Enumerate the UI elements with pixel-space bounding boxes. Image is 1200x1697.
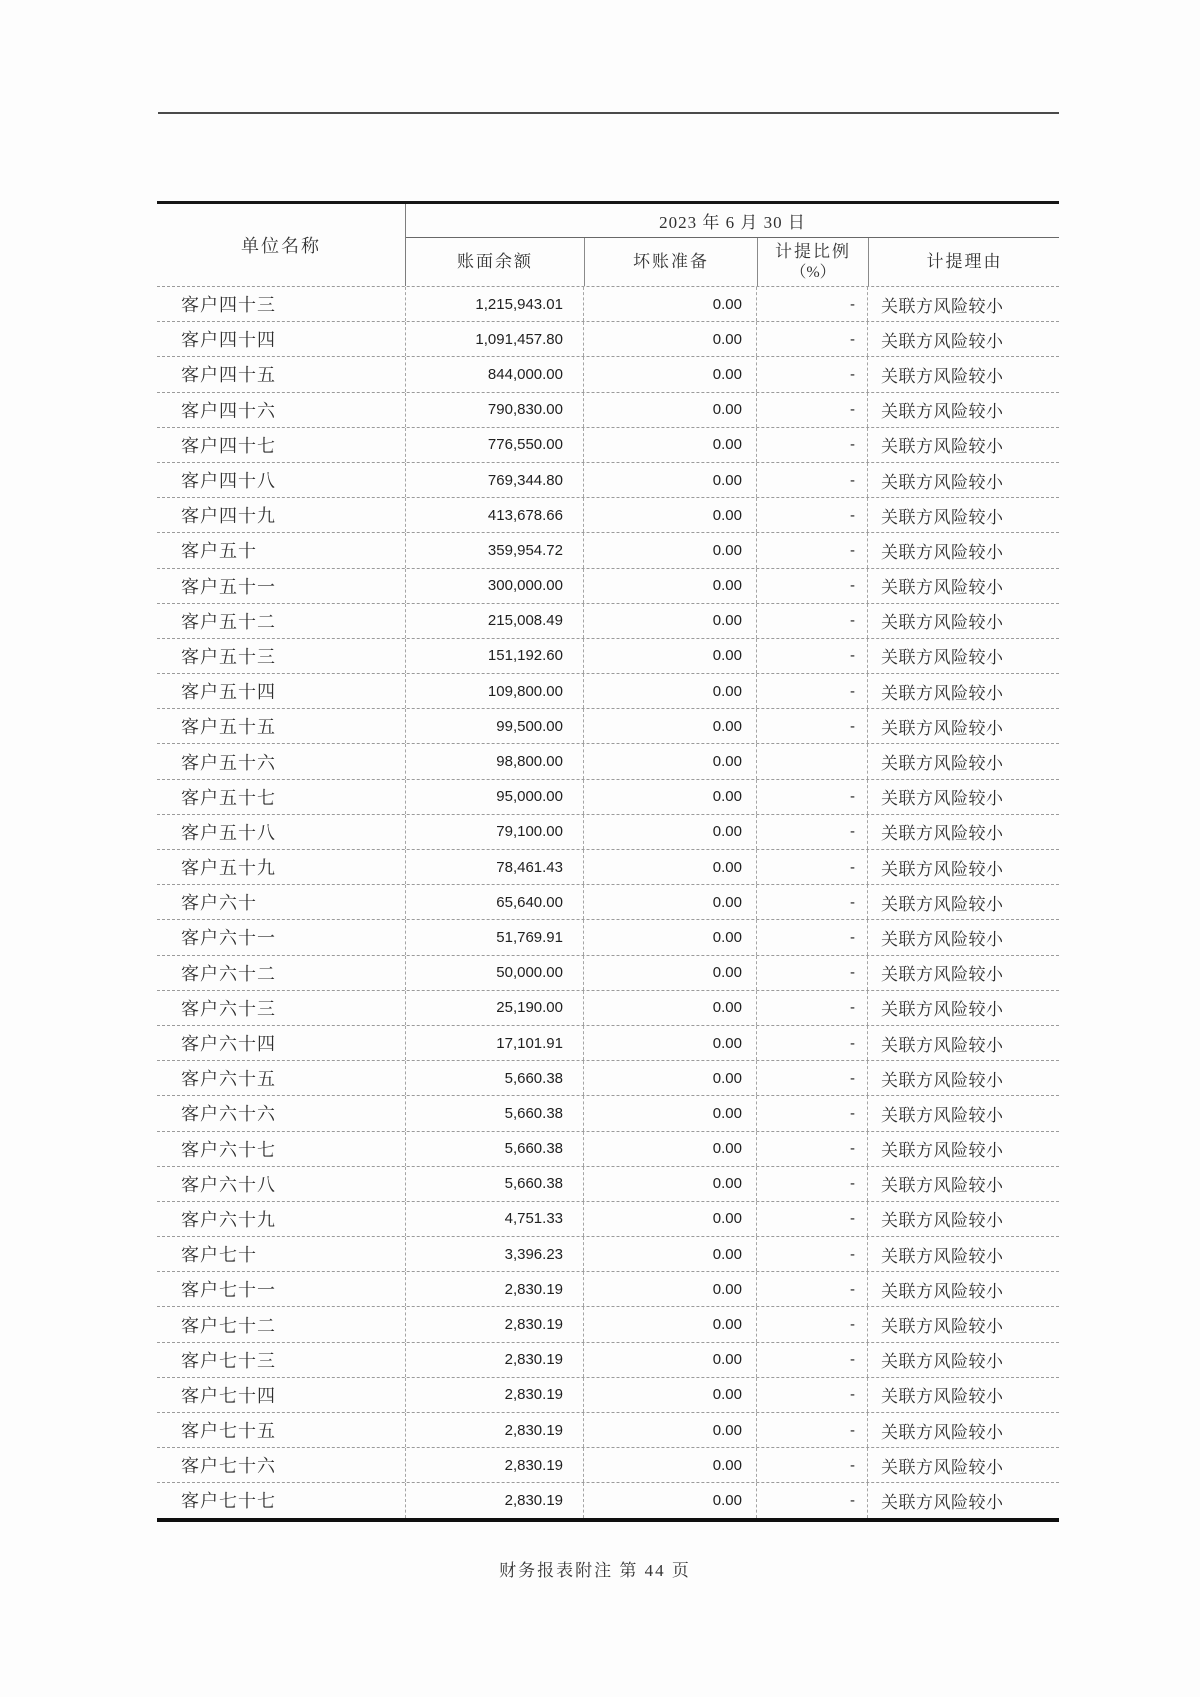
unit-name-cell: 客户五十六 bbox=[181, 752, 276, 773]
table-row bbox=[157, 286, 1059, 321]
bad-debt-cell: 0.00 bbox=[583, 287, 756, 321]
bad-debt-cell: 0.00 bbox=[583, 1378, 756, 1412]
ratio-cell: - bbox=[756, 1413, 867, 1447]
balance-cell: 215,008.49 bbox=[405, 604, 583, 638]
table-row bbox=[157, 1412, 1059, 1447]
table-row bbox=[157, 568, 1059, 603]
balance-cell: 5,660.38 bbox=[405, 1167, 583, 1201]
ratio-cell: - bbox=[756, 1307, 867, 1341]
ratio-cell: - bbox=[756, 1167, 867, 1201]
balance-cell: 4,751.33 bbox=[405, 1202, 583, 1236]
ratio-cell: - bbox=[756, 991, 867, 1025]
balance-cell: 25,190.00 bbox=[405, 991, 583, 1025]
table-row bbox=[157, 708, 1059, 743]
balance-cell: 790,830.00 bbox=[405, 393, 583, 427]
column-header-ratio-line1: 计提比例 bbox=[775, 242, 851, 262]
table-row bbox=[157, 1342, 1059, 1377]
ratio-cell: - bbox=[756, 1096, 867, 1130]
bad-debt-cell: 0.00 bbox=[583, 1307, 756, 1341]
balance-cell: 769,344.80 bbox=[405, 463, 583, 497]
column-header-unit-name: 单位名称 bbox=[241, 236, 321, 256]
unit-name-cell: 客户六十五 bbox=[181, 1069, 276, 1090]
ratio-cell: - bbox=[756, 463, 867, 497]
unit-name-cell: 客户五十 bbox=[181, 541, 257, 562]
bad-debt-cell: 0.00 bbox=[583, 1061, 756, 1095]
unit-name-cell: 客户六十七 bbox=[181, 1139, 276, 1160]
table-row bbox=[157, 990, 1059, 1025]
ratio-cell: - bbox=[756, 498, 867, 532]
table-row bbox=[157, 392, 1059, 427]
reason-cell: 关联方风险较小 bbox=[867, 1343, 1059, 1377]
balance-cell: 99,500.00 bbox=[405, 709, 583, 743]
reason-cell: 关联方风险较小 bbox=[867, 533, 1059, 567]
balance-cell: 2,830.19 bbox=[405, 1483, 583, 1517]
balance-cell: 95,000.00 bbox=[405, 780, 583, 814]
unit-name-cell: 客户七十二 bbox=[181, 1315, 276, 1336]
reason-cell: 关联方风险较小 bbox=[867, 639, 1059, 673]
reason-cell: 关联方风险较小 bbox=[867, 1448, 1059, 1482]
bad-debt-cell: 0.00 bbox=[583, 569, 756, 603]
balance-cell: 17,101.91 bbox=[405, 1026, 583, 1060]
balance-cell: 151,192.60 bbox=[405, 639, 583, 673]
bad-debt-cell: 0.00 bbox=[583, 1483, 756, 1517]
ratio-cell: - bbox=[756, 1483, 867, 1517]
column-group-header-date: 2023 年 6 月 30 日 bbox=[406, 204, 1059, 238]
balance-cell: 1,215,943.01 bbox=[405, 287, 583, 321]
table-row bbox=[157, 321, 1059, 356]
balance-cell: 109,800.00 bbox=[405, 674, 583, 708]
table-row bbox=[157, 919, 1059, 954]
reason-cell: 关联方风险较小 bbox=[867, 1413, 1059, 1447]
unit-name-cell: 客户四十八 bbox=[181, 471, 276, 492]
unit-name-cell: 客户五十二 bbox=[181, 611, 276, 632]
balance-cell: 2,830.19 bbox=[405, 1343, 583, 1377]
ratio-cell: - bbox=[756, 1061, 867, 1095]
reason-cell: 关联方风险较小 bbox=[867, 1061, 1059, 1095]
reason-cell: 关联方风险较小 bbox=[867, 357, 1059, 391]
balance-cell: 3,396.23 bbox=[405, 1237, 583, 1271]
table-row bbox=[157, 884, 1059, 919]
reason-cell: 关联方风险较小 bbox=[867, 1202, 1059, 1236]
bad-debt-cell: 0.00 bbox=[583, 428, 756, 462]
ratio-cell: - bbox=[756, 1378, 867, 1412]
bad-debt-cell: 0.00 bbox=[583, 1202, 756, 1236]
table-row bbox=[157, 497, 1059, 532]
ratio-cell: - bbox=[756, 815, 867, 849]
reason-cell: 关联方风险较小 bbox=[867, 428, 1059, 462]
reason-cell: 关联方风险较小 bbox=[867, 1026, 1059, 1060]
ratio-cell: - bbox=[756, 1202, 867, 1236]
balance-cell: 50,000.00 bbox=[405, 956, 583, 990]
table-row bbox=[157, 849, 1059, 884]
table-row bbox=[157, 955, 1059, 990]
bad-debt-cell: 0.00 bbox=[583, 1026, 756, 1060]
bad-debt-cell: 0.00 bbox=[583, 815, 756, 849]
unit-name-cell: 客户五十五 bbox=[181, 717, 276, 738]
unit-name-cell: 客户七十七 bbox=[181, 1491, 276, 1512]
bad-debt-cell: 0.00 bbox=[583, 744, 756, 778]
bad-debt-cell: 0.00 bbox=[583, 357, 756, 391]
ratio-cell: - bbox=[756, 709, 867, 743]
balance-cell: 98,800.00 bbox=[405, 744, 583, 778]
reason-cell: 关联方风险较小 bbox=[867, 1237, 1059, 1271]
ratio-cell: - bbox=[756, 674, 867, 708]
bad-debt-cell: 0.00 bbox=[583, 533, 756, 567]
column-header-bad-debt: 坏账准备 bbox=[584, 238, 757, 286]
table-row bbox=[157, 1447, 1059, 1482]
ratio-cell: - bbox=[756, 956, 867, 990]
ratio-cell: - bbox=[756, 639, 867, 673]
ratio-cell: - bbox=[756, 287, 867, 321]
ratio-cell: - bbox=[756, 1132, 867, 1166]
unit-name-cell: 客户六十四 bbox=[181, 1034, 276, 1055]
reason-cell: 关联方风险较小 bbox=[867, 463, 1059, 497]
reason-cell: 关联方风险较小 bbox=[867, 604, 1059, 638]
table-row bbox=[157, 1377, 1059, 1412]
bad-debt-cell: 0.00 bbox=[583, 1343, 756, 1377]
bad-debt-cell: 0.00 bbox=[583, 780, 756, 814]
reason-cell: 关联方风险较小 bbox=[867, 1132, 1059, 1166]
unit-name-cell: 客户七十四 bbox=[181, 1385, 276, 1406]
unit-name-cell: 客户五十四 bbox=[181, 682, 276, 703]
unit-name-cell: 客户五十九 bbox=[181, 858, 276, 879]
unit-name-cell: 客户七十六 bbox=[181, 1456, 276, 1477]
reason-cell: 关联方风险较小 bbox=[867, 1483, 1059, 1517]
unit-name-cell: 客户四十九 bbox=[181, 506, 276, 527]
table-row bbox=[157, 1482, 1059, 1517]
balance-cell: 5,660.38 bbox=[405, 1132, 583, 1166]
table-row bbox=[157, 532, 1059, 567]
table-row bbox=[157, 1166, 1059, 1201]
unit-name-cell: 客户七十三 bbox=[181, 1350, 276, 1371]
balance-cell: 2,830.19 bbox=[405, 1272, 583, 1306]
bad-debt-cell: 0.00 bbox=[583, 1132, 756, 1166]
table-row bbox=[157, 1236, 1059, 1271]
reason-cell: 关联方风险较小 bbox=[867, 850, 1059, 884]
reason-cell: 关联方风险较小 bbox=[867, 322, 1059, 356]
bad-debt-cell: 0.00 bbox=[583, 639, 756, 673]
unit-name-cell: 客户七十 bbox=[181, 1245, 257, 1266]
table-row bbox=[157, 356, 1059, 391]
ratio-cell: - bbox=[756, 1343, 867, 1377]
table-subheader-row bbox=[406, 238, 1059, 286]
bad-debt-cell: 0.00 bbox=[583, 393, 756, 427]
table-row bbox=[157, 603, 1059, 638]
table-header bbox=[157, 204, 1059, 286]
unit-name-cell: 客户四十四 bbox=[181, 330, 276, 351]
reason-cell: 关联方风险较小 bbox=[867, 991, 1059, 1025]
bad-debt-cell: 0.00 bbox=[583, 1096, 756, 1130]
column-header-reason: 计提理由 bbox=[868, 238, 1060, 286]
balance-cell: 78,461.43 bbox=[405, 850, 583, 884]
reason-cell: 关联方风险较小 bbox=[867, 674, 1059, 708]
page-header-rule bbox=[158, 112, 1059, 114]
ratio-cell: - bbox=[756, 322, 867, 356]
unit-name-cell: 客户五十一 bbox=[181, 576, 276, 597]
balance-cell: 2,830.19 bbox=[405, 1448, 583, 1482]
reason-cell: 关联方风险较小 bbox=[867, 709, 1059, 743]
bad-debt-cell: 0.00 bbox=[583, 956, 756, 990]
balance-cell: 844,000.00 bbox=[405, 357, 583, 391]
unit-name-cell: 客户六十八 bbox=[181, 1174, 276, 1195]
unit-name-cell: 客户四十三 bbox=[181, 295, 276, 316]
ratio-cell: - bbox=[756, 1448, 867, 1482]
ratio-cell: - bbox=[756, 393, 867, 427]
reason-cell: 关联方风险较小 bbox=[867, 1167, 1059, 1201]
table-row bbox=[157, 638, 1059, 673]
ratio-cell: - bbox=[756, 604, 867, 638]
bad-debt-cell: 0.00 bbox=[583, 1272, 756, 1306]
table-row bbox=[157, 1201, 1059, 1236]
unit-name-cell: 客户五十八 bbox=[181, 822, 276, 843]
reason-cell: 关联方风险较小 bbox=[867, 1272, 1059, 1306]
table-row bbox=[157, 1025, 1059, 1060]
table-row bbox=[157, 1131, 1059, 1166]
bad-debt-cell: 0.00 bbox=[583, 885, 756, 919]
unit-name-cell: 客户五十三 bbox=[181, 646, 276, 667]
table-body bbox=[157, 286, 1059, 1518]
bad-debt-cell: 0.00 bbox=[583, 850, 756, 884]
bad-debt-cell: 0.00 bbox=[583, 463, 756, 497]
balance-cell: 65,640.00 bbox=[405, 885, 583, 919]
ratio-cell: - bbox=[756, 357, 867, 391]
ratio-cell: - bbox=[756, 885, 867, 919]
balance-cell: 2,830.19 bbox=[405, 1378, 583, 1412]
bad-debt-cell: 0.00 bbox=[583, 498, 756, 532]
table-row bbox=[157, 743, 1059, 778]
reason-cell: 关联方风险较小 bbox=[867, 1378, 1059, 1412]
bad-debt-cell: 0.00 bbox=[583, 709, 756, 743]
unit-name-cell: 客户六十六 bbox=[181, 1104, 276, 1125]
table-row bbox=[157, 673, 1059, 708]
table-row bbox=[157, 814, 1059, 849]
reason-cell: 关联方风险较小 bbox=[867, 780, 1059, 814]
unit-name-cell: 客户六十三 bbox=[181, 998, 276, 1019]
column-header-balance: 账面余额 bbox=[457, 252, 533, 272]
table-row bbox=[157, 1095, 1059, 1130]
ratio-cell: - bbox=[756, 533, 867, 567]
balance-cell: 300,000.00 bbox=[405, 569, 583, 603]
balance-cell: 79,100.00 bbox=[405, 815, 583, 849]
ratio-cell: - bbox=[756, 1237, 867, 1271]
reason-cell: 关联方风险较小 bbox=[867, 920, 1059, 954]
reason-cell: 关联方风险较小 bbox=[867, 885, 1059, 919]
ratio-cell bbox=[756, 744, 867, 778]
unit-name-cell: 客户六十一 bbox=[181, 928, 276, 949]
unit-name-cell: 客户四十七 bbox=[181, 435, 276, 456]
table-row bbox=[157, 779, 1059, 814]
balance-cell: 413,678.66 bbox=[405, 498, 583, 532]
balance-cell: 2,830.19 bbox=[405, 1413, 583, 1447]
bad-debt-cell: 0.00 bbox=[583, 604, 756, 638]
unit-name-cell: 客户五十七 bbox=[181, 787, 276, 808]
reason-cell: 关联方风险较小 bbox=[867, 393, 1059, 427]
table-row bbox=[157, 462, 1059, 497]
unit-name-cell: 客户六十二 bbox=[181, 963, 276, 984]
bad-debt-cell: 0.00 bbox=[583, 1413, 756, 1447]
ratio-cell: - bbox=[756, 780, 867, 814]
bad-debt-cell: 0.00 bbox=[583, 1237, 756, 1271]
balance-cell: 5,660.38 bbox=[405, 1061, 583, 1095]
ratio-cell: - bbox=[756, 920, 867, 954]
table-row bbox=[157, 427, 1059, 462]
reason-cell: 关联方风险较小 bbox=[867, 815, 1059, 849]
balance-cell: 5,660.38 bbox=[405, 1096, 583, 1130]
table-row bbox=[157, 1271, 1059, 1306]
bad-debt-cell: 0.00 bbox=[583, 1448, 756, 1482]
unit-name-cell: 客户七十一 bbox=[181, 1280, 276, 1301]
bad-debt-cell: 0.00 bbox=[583, 991, 756, 1025]
balance-cell: 776,550.00 bbox=[405, 428, 583, 462]
bad-debt-cell: 0.00 bbox=[583, 1167, 756, 1201]
column-header-ratio bbox=[757, 238, 868, 286]
unit-name-cell: 客户七十五 bbox=[181, 1421, 276, 1442]
table-row bbox=[157, 1306, 1059, 1341]
page-footer: 财务报表附注 第 44 页 bbox=[499, 1561, 691, 1580]
balance-cell: 1,091,457.80 bbox=[405, 322, 583, 356]
reason-cell: 关联方风险较小 bbox=[867, 1307, 1059, 1341]
bad-debt-cell: 0.00 bbox=[583, 920, 756, 954]
ratio-cell: - bbox=[756, 850, 867, 884]
reason-cell: 关联方风险较小 bbox=[867, 287, 1059, 321]
ratio-cell: - bbox=[756, 1026, 867, 1060]
reason-cell: 关联方风险较小 bbox=[867, 1096, 1059, 1130]
table-row bbox=[157, 1060, 1059, 1095]
reason-cell: 关联方风险较小 bbox=[867, 956, 1059, 990]
balance-cell: 359,954.72 bbox=[405, 533, 583, 567]
reason-cell: 关联方风险较小 bbox=[867, 569, 1059, 603]
balance-cell: 2,830.19 bbox=[405, 1307, 583, 1341]
table-header-right-group bbox=[405, 204, 1059, 286]
column-header-ratio-line2: （%） bbox=[790, 263, 836, 281]
reason-cell: 关联方风险较小 bbox=[867, 498, 1059, 532]
bad-debt-cell: 0.00 bbox=[583, 322, 756, 356]
unit-name-cell: 客户四十五 bbox=[181, 365, 276, 386]
bad-debt-provision-table bbox=[157, 201, 1059, 1522]
balance-cell: 51,769.91 bbox=[405, 920, 583, 954]
unit-name-cell: 客户四十六 bbox=[181, 400, 276, 421]
ratio-cell: - bbox=[756, 1272, 867, 1306]
ratio-cell: - bbox=[756, 569, 867, 603]
unit-name-cell: 客户六十 bbox=[181, 893, 257, 914]
reason-cell: 关联方风险较小 bbox=[867, 744, 1059, 778]
bad-debt-cell: 0.00 bbox=[583, 674, 756, 708]
unit-name-cell: 客户六十九 bbox=[181, 1209, 276, 1230]
ratio-cell: - bbox=[756, 428, 867, 462]
